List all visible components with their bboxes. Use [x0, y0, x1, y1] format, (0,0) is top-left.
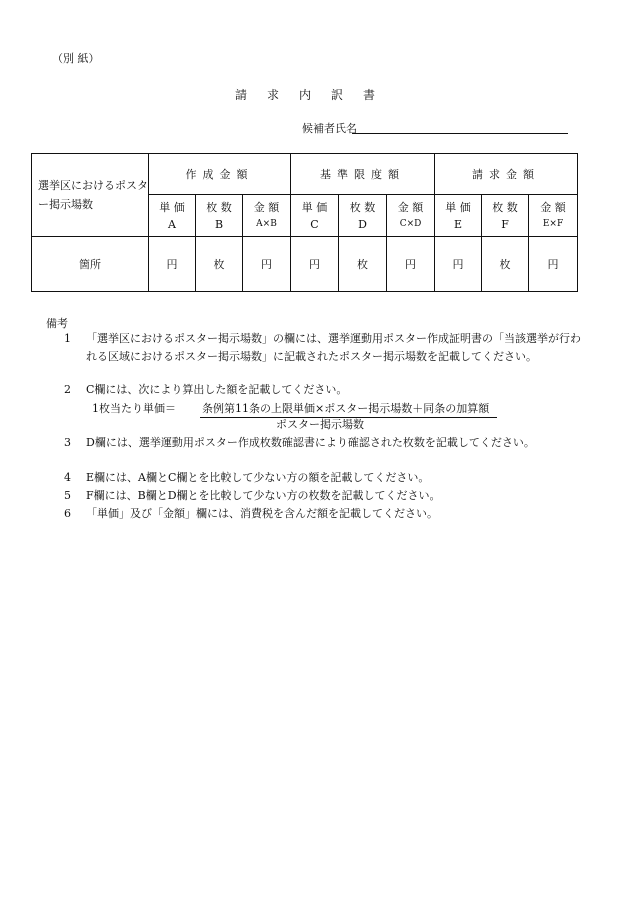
- formula-numerator: 条例第11条の上限単価×ポスター掲示場数＋同条の加算額: [200, 400, 497, 418]
- column-header: 単 価 E: [435, 195, 482, 237]
- column-header: 枚 数 F: [482, 195, 529, 237]
- sites-count-cell: 箇所: [32, 237, 149, 292]
- unit-cell: 円: [149, 237, 196, 292]
- breakdown-table: [31, 153, 578, 292]
- column-header: 単 価 C: [291, 195, 339, 237]
- group-production-amount: 作成金額: [149, 154, 291, 195]
- unit-cell: 円: [387, 237, 435, 292]
- note-item: 2 C欄には、次により算出した額を記載してください。: [64, 383, 348, 396]
- group-standard-limit: 基準限度額: [291, 154, 435, 195]
- candidate-name-line: [352, 133, 568, 134]
- group-claim-amount: 請求金額: [435, 154, 578, 195]
- unit-cell: 円: [435, 237, 482, 292]
- unit-cell: 枚: [339, 237, 387, 292]
- row-header-poster-sites: 選挙区におけるポスター掲示場数: [32, 154, 149, 237]
- column-header: 単 価 A: [149, 195, 196, 237]
- column-header: 枚 数 B: [196, 195, 243, 237]
- document-title: 請求内訳書: [234, 88, 395, 102]
- unit-cell: 円: [243, 237, 291, 292]
- candidate-name-label: 候補者氏名: [302, 122, 357, 135]
- column-header: 枚 数 D: [339, 195, 387, 237]
- note-item: 5 F欄には、B欄とD欄とを比較して少ない方の枚数を記載してください。: [64, 489, 441, 502]
- note-item: 3 D欄には、選挙運動用ポスター作成枚数確認書により確認された枚数を記載してください。: [64, 436, 535, 449]
- annex-label: （別 紙）: [52, 52, 100, 65]
- unit-cell: 円: [291, 237, 339, 292]
- column-header: 金 額 C×D: [387, 195, 435, 237]
- unit-cell: 枚: [196, 237, 243, 292]
- unit-cell: 枚: [482, 237, 529, 292]
- unit-cell: 円: [529, 237, 578, 292]
- column-header: 金 額 E×F: [529, 195, 578, 237]
- formula-denominator: ポスター掲示場数: [276, 418, 364, 431]
- note-item: 6 「単価」及び「金額」欄には、消費税を含んだ額を記載してください。: [64, 507, 438, 520]
- column-header: 金 額 A×B: [243, 195, 291, 237]
- note-item: 1 「選挙区におけるポスター掲示場数」の欄には、選挙運動用ポスター作成証明書の「当該選挙が行われる区域におけるポスター掲示場数」に記載されたポスター掲示場数を記載してください。: [64, 332, 581, 363]
- notes-heading: 備考: [46, 317, 68, 330]
- note-item: 4 E欄には、A欄とC欄とを比較して少ない方の額を記載してください。: [64, 471, 430, 484]
- formula-lhs: 1枚当たり単価＝: [92, 402, 176, 415]
